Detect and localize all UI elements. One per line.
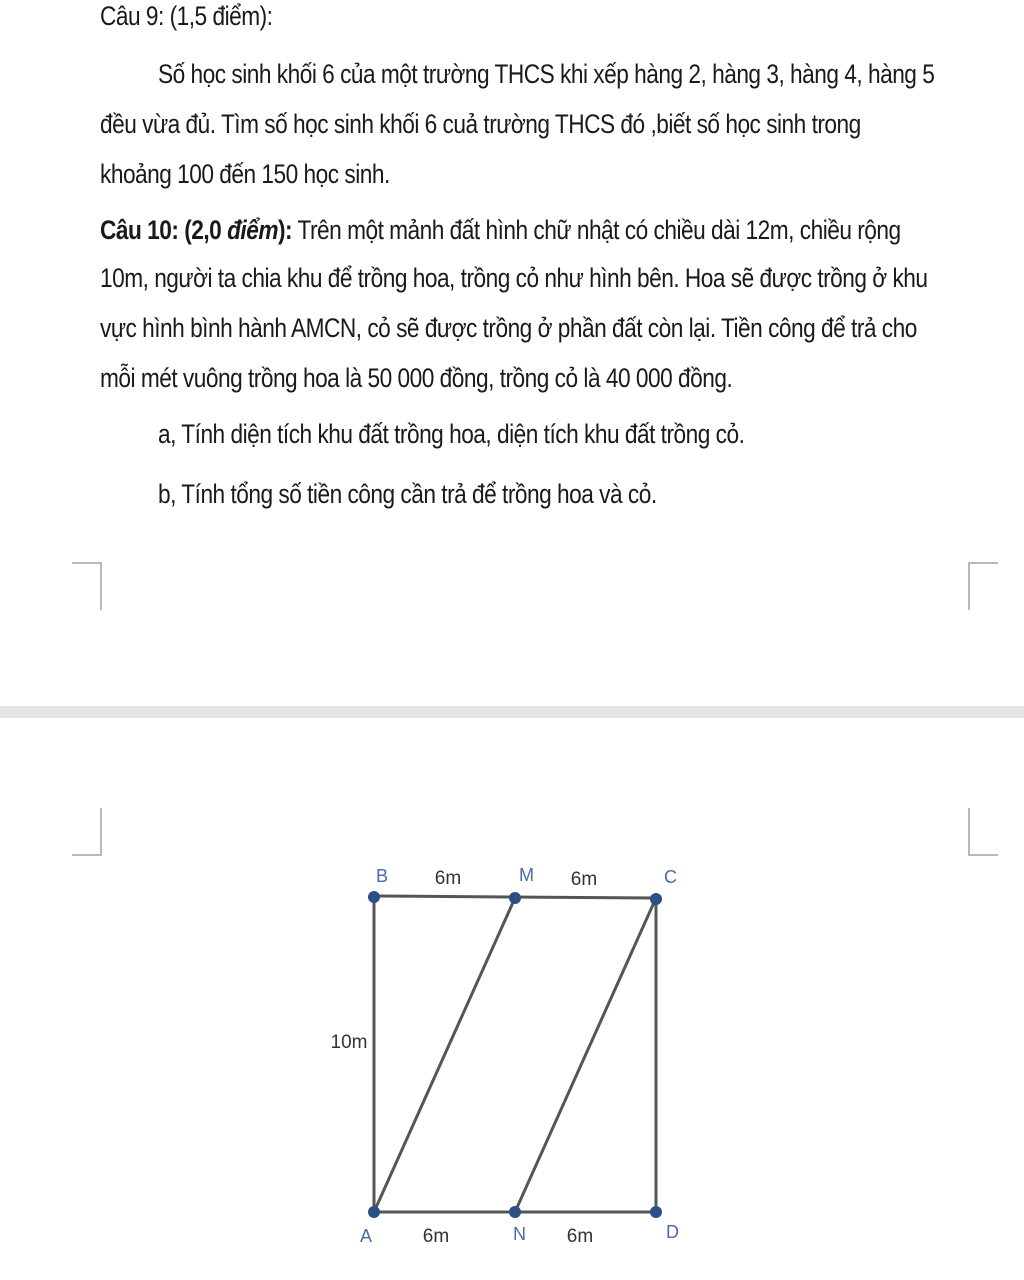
label-N: N (513, 1224, 526, 1244)
label-A: A (360, 1226, 373, 1246)
point-C (650, 893, 662, 905)
problem-10-score-word: điểm (227, 215, 279, 245)
label-BM-length: 6m (434, 868, 462, 889)
problem-10-score-open: (2,0 (178, 215, 228, 245)
problem-10-line-2: 10m, người ta chia khu để trồng hoa, trồng cỏ như hình bên. Hoa sẽ được trồng ở khu (100, 263, 928, 293)
problem-9-heading: Câu 9: (1,5 điểm): (100, 1, 273, 31)
problem-10-label: Câu 10: (100, 215, 179, 245)
document-page-2 (0, 718, 1024, 1280)
page-separator (0, 706, 1024, 718)
problem-10-score-close: ): (278, 215, 293, 245)
problem-9-line-1: Số học sinh khối 6 của một trường THCS khi xếp hàng 2, hàng 3, hàng 4, hàng 5 (158, 59, 935, 89)
label-M: M (519, 865, 534, 885)
problem-10-part-a: a, Tính diện tích khu đất trồng hoa, diện tích khu đất trồng cỏ. (158, 419, 745, 449)
label-D: D (666, 1222, 679, 1242)
problem-10-line-1-text: Trên một mảnh đất hình chữ nhật có chiều dài 12m, chiều rộng (292, 215, 901, 245)
label-AB-length: 10m (330, 1032, 368, 1053)
point-M (509, 892, 521, 904)
segment-AM (374, 898, 515, 1212)
problem-10-line-3: vực hình bình hành AMCN, cỏ sẽ được trồng ở phần đất còn lại. Tiền công để trả cho (100, 313, 917, 343)
label-B: B (376, 866, 389, 886)
rectangle-garden-figure (0, 718, 1024, 1280)
point-A (368, 1206, 380, 1218)
label-C: C (664, 867, 677, 887)
point-B (368, 891, 380, 903)
label-AN-length: 6m (422, 1226, 450, 1247)
problem-9-line-3: khoảng 100 đến 150 học sinh. (100, 159, 390, 189)
point-D (650, 1206, 662, 1218)
problem-9-line-2: đều vừa đủ. Tìm số học sinh khối 6 cuả trường THCS đó ,biết số học sinh trong (100, 109, 861, 139)
page-corner-mark (72, 562, 102, 610)
segment-NC (515, 898, 656, 1212)
problem-10-line-1 (100, 214, 901, 246)
page-corner-mark (968, 562, 998, 610)
problem-10-line-4: mỗi mét vuông trồng hoa là 50 000 đồng, trồng cỏ là 40 000 đồng. (100, 363, 733, 393)
label-ND-length: 6m (566, 1226, 594, 1247)
point-N (509, 1206, 521, 1218)
label-MC-length: 6m (570, 869, 598, 890)
problem-10-part-b: b, Tính tổng số tiền công cần trả để trồng hoa và cỏ. (158, 479, 657, 509)
